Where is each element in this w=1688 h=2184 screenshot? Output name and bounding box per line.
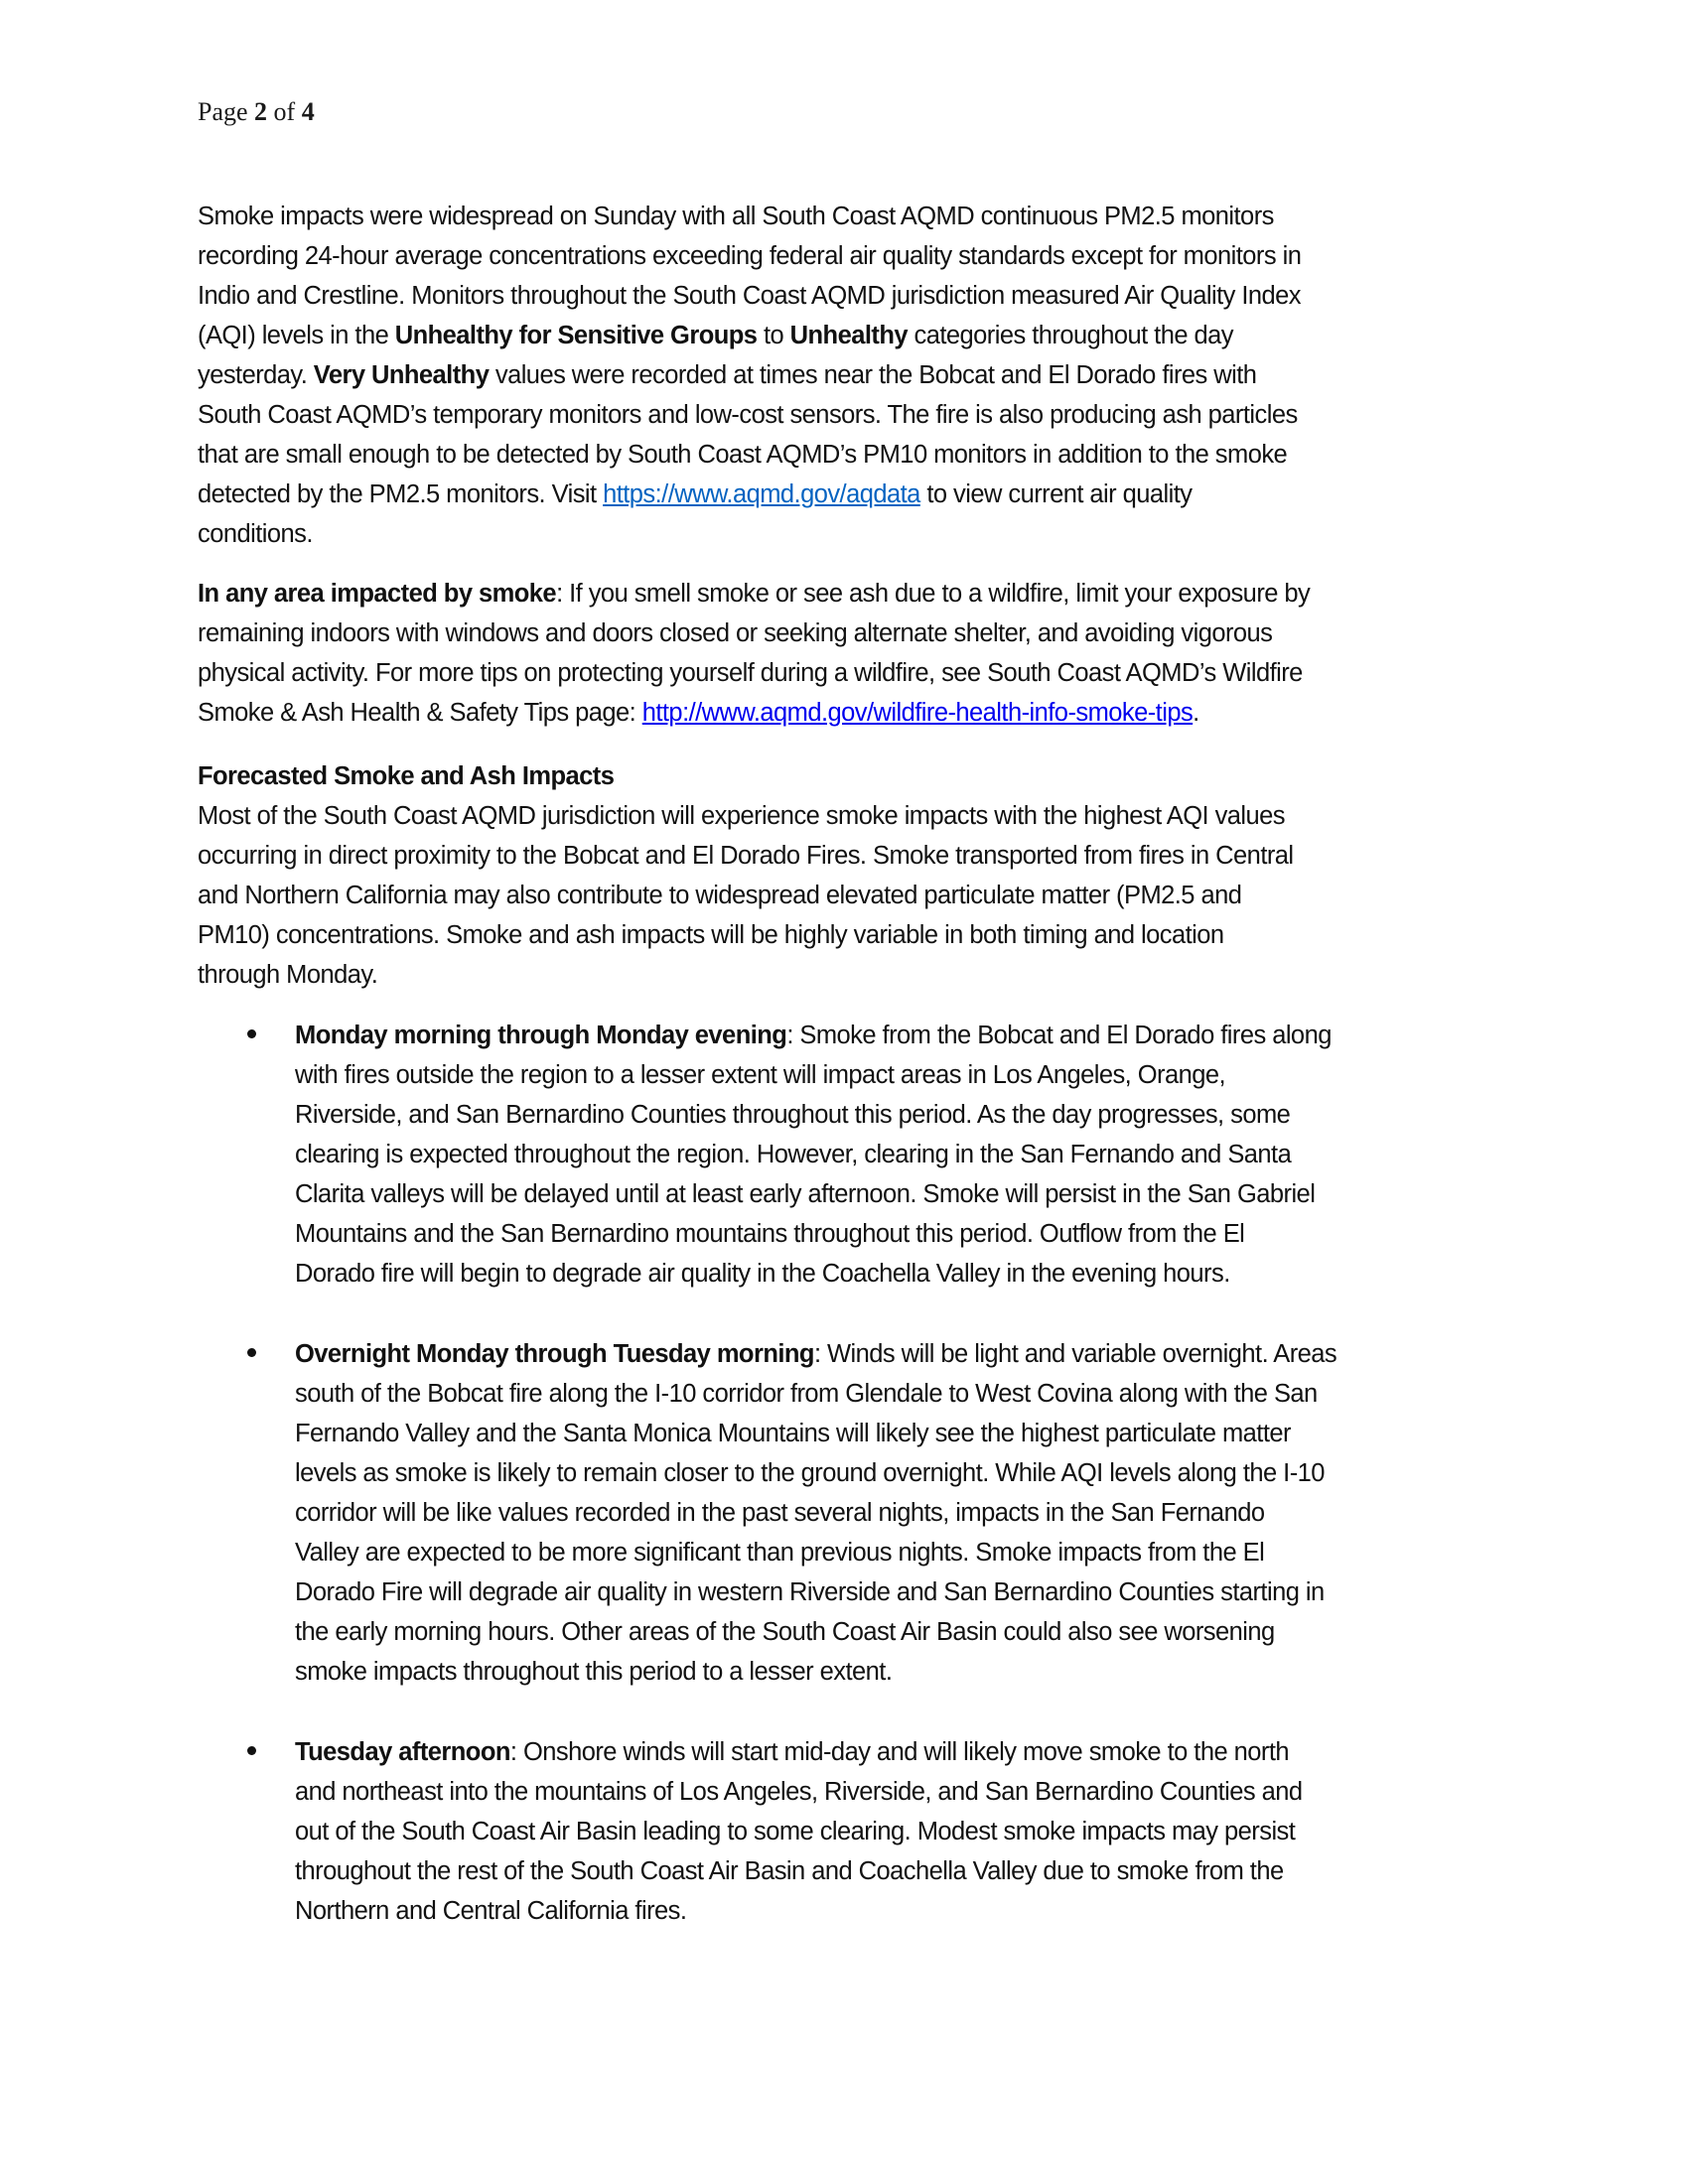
text-line (198, 316, 1488, 355)
text-line: out of the South Coast Air Basin leading to some clearing. Modest smoke impacts may persist (295, 1818, 1296, 1845)
bullet-text (295, 1016, 1332, 1294)
forecast-bullet-monday (198, 1016, 1508, 1303)
text-line: with fires outside the region to a lesser extent will impact areas in Los Angeles, Orange, (295, 1061, 1226, 1089)
text-line: occurring in direct proximity to the Bobcat and El Dorado Fires. Smoke transported from fires in Central (198, 842, 1294, 870)
text-line: Northern and Central California fires. (295, 1897, 687, 1925)
text-line: clearing is expected throughout the region. However, clearing in the San Fernando and Santa (295, 1141, 1292, 1168)
text-run: detected by the PM2.5 monitors. Visit (198, 480, 604, 508)
text-line (295, 1732, 1303, 1772)
text-run: : If you smell smoke or see ash due to a wildfire, limit your exposure by (556, 580, 1311, 608)
text-line: recording 24-hour average concentrations exceeding federal air quality standards except for monitors in (198, 242, 1302, 270)
text-run: values were recorded at times near the Bobcat and El Dorado fires with (489, 361, 1257, 389)
text-run: : Smoke from the Bobcat and El Dorado fires along (786, 1022, 1332, 1049)
smoke-tips-link[interactable]: http://www.aqmd.gov/wildfire-health-info-smoke-tips (641, 699, 1194, 727)
bullet-icon (247, 1029, 256, 1038)
text-line: Most of the South Coast AQMD jurisdiction will experience smoke impacts with the highest AQI values (198, 802, 1285, 830)
bullet-title: Tuesday afternoon (295, 1738, 510, 1766)
text-line (198, 574, 1488, 614)
text-line: throughout the rest of the South Coast Air Basin and Coachella Valley due to smoke from the (295, 1857, 1284, 1885)
page-of: of (273, 97, 296, 126)
bullet-title: Monday morning through Monday evening (295, 1022, 787, 1049)
text-line: PM10) concentrations. Smoke and ash impacts will be highly variable in both timing and location (198, 921, 1224, 949)
aqdata-link[interactable]: https://www.aqmd.gov/aqdata (603, 480, 920, 508)
text-line: Valley are expected to be more significant than previous nights. Smoke impacts from the El (295, 1539, 1265, 1567)
text-line: south of the Bobcat fire along the I-10 corridor from Glendale to West Covina along with the San (295, 1380, 1318, 1408)
text-line: and northeast into the mountains of Los Angeles, Riverside, and San Bernardino Counties and (295, 1778, 1303, 1806)
advice-lead: In any area impacted by smoke (198, 580, 557, 608)
text-line: Dorado fire will begin to degrade air quality in the Coachella Valley in the evening hours. (295, 1260, 1230, 1288)
text-line (295, 1334, 1336, 1374)
text-line: that are small enough to be detected by South Coast AQMD’s PM10 monitors in addition to the smoke (198, 441, 1288, 469)
page-total: 4 (301, 97, 315, 126)
text-run: : Onshore winds will start mid-day and will likely move smoke to the north (509, 1738, 1290, 1766)
bullet-title: Overnight Monday through Tuesday morning (295, 1340, 814, 1368)
text-line (198, 693, 1488, 733)
aqi-category-very-unhealthy: Very Unhealthy (313, 361, 490, 389)
bullet-icon (247, 1348, 256, 1357)
aqi-category-unhealthy: Unhealthy (789, 322, 908, 349)
text-line: Smoke impacts were widespread on Sunday with all South Coast AQMD continuous PM2.5 monitors (198, 203, 1274, 230)
text-run: categories throughout the day (907, 322, 1233, 349)
text-line: Indio and Crestline. Monitors throughout the South Coast AQMD jurisdiction measured Air Quality Index (198, 282, 1301, 310)
page-label: Page (198, 97, 248, 126)
text-line: Dorado Fire will degrade air quality in western Riverside and San Bernardino Counties starting in (295, 1578, 1325, 1606)
paragraph-smoke-advice (198, 574, 1488, 733)
text-run: : Winds will be light and variable overnight. Areas (813, 1340, 1337, 1368)
bullet-text (295, 1334, 1336, 1692)
forecast-bullet-tuesday (198, 1732, 1508, 1941)
page-number-header (198, 97, 315, 127)
page-current: 2 (254, 97, 268, 126)
text-line: the early morning hours. Other areas of the South Coast Air Basin could also see worsening (295, 1618, 1275, 1646)
text-line: conditions. (198, 520, 313, 548)
forecast-section (198, 756, 1488, 995)
bullet-icon (247, 1746, 256, 1755)
text-line (295, 1016, 1332, 1055)
text-run: yesterday. (198, 361, 314, 389)
text-line (198, 475, 1488, 514)
text-line: levels as smoke is likely to remain closer to the ground overnight. While AQI levels along the I-10 (295, 1459, 1325, 1487)
text-line: Fernando Valley and the Santa Monica Mountains will likely see the highest particulate matter (295, 1420, 1291, 1447)
paragraph-air-quality-summary (198, 197, 1488, 554)
text-line: Clarita valleys will be delayed until at least early afternoon. Smoke will persist in the San Gabriel (295, 1180, 1316, 1208)
text-line: remaining indoors with windows and doors closed or seeking alternate shelter, and avoiding vigorous (198, 619, 1273, 647)
forecast-bullet-overnight (198, 1334, 1508, 1702)
text-run: to (757, 322, 790, 349)
text-line: corridor will be like values recorded in the past several nights, impacts in the San Fernando (295, 1499, 1265, 1527)
bullet-text (295, 1732, 1303, 1931)
text-run: . (1193, 699, 1199, 727)
text-line: Riverside, and San Bernardino Counties throughout this period. As the day progresses, some (295, 1101, 1291, 1129)
text-run: (AQI) levels in the (198, 322, 395, 349)
text-line: and Northern California may also contribute to widespread elevated particulate matter (PM2.5 and (198, 882, 1242, 909)
text-line: South Coast AQMD’s temporary monitors and low-cost sensors. The fire is also producing ash particles (198, 401, 1298, 429)
text-line: smoke impacts throughout this period to a lesser extent. (295, 1658, 893, 1686)
text-line (198, 355, 1488, 395)
text-line: through Monday. (198, 961, 378, 989)
aqi-category-usg: Unhealthy for Sensitive Groups (394, 322, 758, 349)
text-run: to view current air quality (919, 480, 1193, 508)
text-line: Mountains and the San Bernardino mountains throughout this period. Outflow from the El (295, 1220, 1245, 1248)
text-line: physical activity. For more tips on protecting yourself during a wildfire, see South Coast AQMD’s Wildfire (198, 659, 1303, 687)
text-run: Smoke & Ash Health & Safety Tips page: (198, 699, 642, 727)
section-heading: Forecasted Smoke and Ash Impacts (198, 762, 615, 790)
